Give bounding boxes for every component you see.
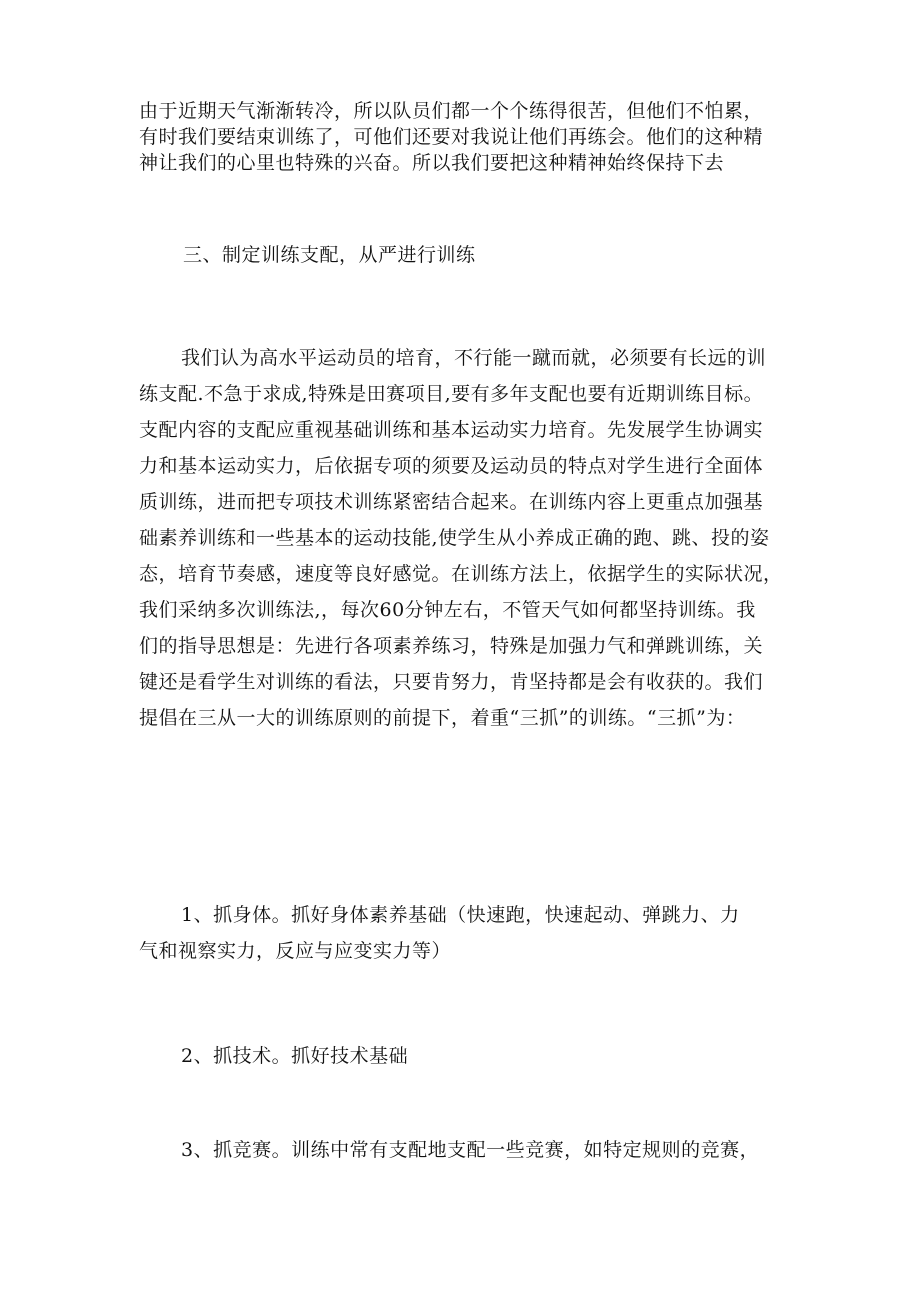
paragraph-line: 础素养训练和一些基本的运动技能,使学生从小养成正确的跑、跳、投的姿: [139, 527, 770, 549]
paragraph-line: 支配内容的支配应重视基础训练和基本运动实力培育。先发展学生协调实: [139, 419, 764, 441]
paragraph-line: 力和基本运动实力，后依据专项的须要及运动员的特点对学生进行全面体: [139, 455, 764, 477]
body-paragraph: [139, 340, 799, 736]
paragraph-line: 我们认为高水平运动员的培育，不行能一蹴而就，必须要有长远的训: [181, 347, 767, 369]
paragraph-line: 有时我们要结束训练了，可他们还要对我说让他们再练会。他们的这种精: [139, 126, 764, 148]
paragraph-line: 我们采纳多次训练法,，每次60分钟左右，不管天气如何都坚持训练。我: [139, 599, 756, 621]
list-item-1: [139, 897, 799, 969]
paragraph-line: 质训练，进而把专项技术训练紧密结合起来。在训练内容上更重点加强基: [139, 491, 764, 513]
intro-paragraph: [139, 98, 799, 176]
paragraph-line: 神让我们的心里也特殊的兴奋。所以我们要把这种精神始终保持下去: [139, 152, 725, 174]
section-heading: 三、制定训练支配，从严进行训练: [183, 244, 476, 266]
paragraph-line: 提倡在三从一大的训练原则的前提下，着重“三抓”的训练。“三抓”为：: [139, 707, 746, 729]
paragraph-line: 1、抓身体。抓好身体素养基础（快速跑，快速起动、弹跳力、力: [181, 904, 740, 926]
paragraph-line: 练支配.不急于求成,特殊是田赛项目,要有多年支配也要有近期训练目标。: [139, 383, 764, 405]
paragraph-line: 们的指导思想是：先进行各项素养练习，特殊是加强力气和弹跳训练，关: [139, 635, 764, 657]
paragraph-line: 气和视察实力，反应与应变实力等）: [139, 940, 452, 962]
list-item-3: 3、抓竞赛。训练中常有支配地支配一些竞赛，如特定规则的竞赛，: [181, 1139, 760, 1161]
paragraph-line: 由于近期天气渐渐转冷，所以队员们都一个个练得很苦，但他们不怕累，: [139, 100, 764, 122]
paragraph-line: 态，培育节奏感，速度等良好感觉。在训练方法上，依据学生的实际状况，: [139, 563, 783, 585]
list-item-2: 2、抓技术。抓好技术基础: [181, 1045, 409, 1067]
paragraph-line: 键还是看学生对训练的看法，只要肯努力，肯坚持都是会有收获的。我们: [139, 671, 764, 693]
